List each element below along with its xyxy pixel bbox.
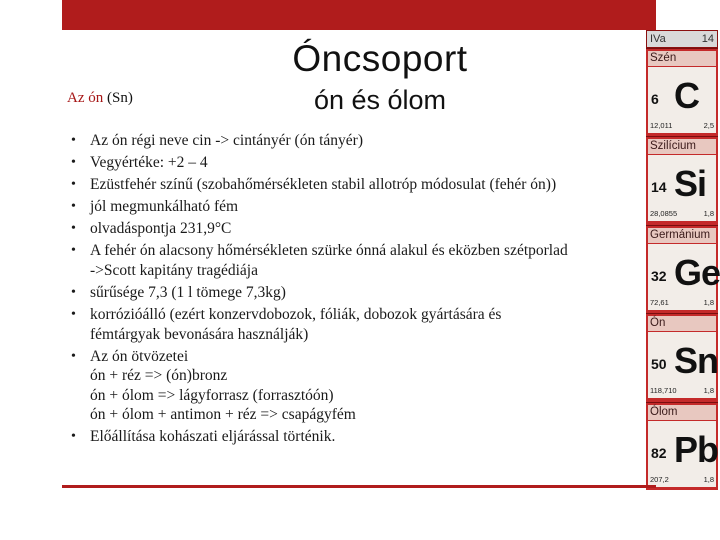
- bullet-item: [71, 197, 651, 217]
- bullet-line: • Az ón régi neve cin -> cintányér (ón tányér): [90, 132, 363, 149]
- element-number: 32: [651, 267, 667, 284]
- bullet-line: ón + ólom + antimon + réz => csapágyfém: [90, 406, 356, 424]
- element-symbol: Si: [674, 163, 707, 205]
- element-number: 14: [651, 179, 667, 196]
- element-symbol: Pb: [674, 428, 719, 470]
- element-cell: [646, 313, 718, 401]
- element-number: 6: [651, 91, 659, 107]
- bullet-line: • olvadáspontja 231,9°C: [90, 220, 232, 238]
- bullet-line: • Az ón ötvözetei: [90, 347, 189, 365]
- element-name: Szén: [648, 51, 716, 66]
- bullet-item: [71, 305, 651, 344]
- element-cell: [646, 402, 718, 490]
- bullet-item: [71, 241, 651, 280]
- element-number: 50: [651, 356, 667, 373]
- element-number: 82: [651, 444, 667, 461]
- bullet-item: [71, 175, 651, 195]
- section-label: [67, 90, 133, 107]
- element-mass: 28,0855: [650, 209, 678, 219]
- bullet-line: • korrózióálló (ezért konzervdobozok, fóliák, dobozok gyártására és: [90, 306, 502, 324]
- bullet-list: [71, 131, 651, 449]
- bullet-line: ón + ólom => lágyforrasz (forrasztóón): [90, 386, 334, 404]
- element-mass: 118,710: [650, 386, 677, 396]
- element-symbol: Ge: [674, 251, 720, 293]
- element-electronegativity: 2,5: [703, 121, 714, 130]
- bullet-line: • Ezüstfehér színű (szobahőmérsékleten stabil allotróp módosulat (fehér ón)): [90, 176, 557, 194]
- element-electronegativity: 1,8: [703, 474, 714, 484]
- element-name: Ón: [648, 316, 716, 331]
- element-mass: 72,61: [650, 297, 669, 307]
- slide-subtitle: ón és ólom: [313, 85, 447, 115]
- bullet-line: • Előállítása kohászati eljárással történik.: [90, 428, 336, 446]
- group-label: IVa: [650, 33, 666, 45]
- element-name: Szilícium: [648, 139, 716, 154]
- element-electronegativity: 1,8: [703, 297, 714, 307]
- section-label-element: Az ón: [67, 90, 104, 106]
- element-electronegativity: 1,8: [703, 386, 714, 396]
- bullet-line: • A fehér ón alacsony hőmérsékleten szürke ónná alakul és eközben szétporlad: [90, 242, 568, 260]
- element-mass: 207,2: [650, 474, 669, 484]
- bullet-item: [71, 219, 651, 239]
- bullet-item: [71, 427, 651, 447]
- bullet-line: • Vegyértéke: +2 – 4: [90, 154, 208, 172]
- element-name: Germánium: [648, 228, 716, 243]
- bullet-line: • sűrűsége 7,3 (1 l tömege 7,3kg): [90, 284, 286, 302]
- element-cell: [646, 136, 718, 224]
- bullet-item: [71, 347, 651, 425]
- bullet-line: ->Scott kapitány tragédiája: [90, 261, 258, 279]
- element-mass: 12,011: [650, 121, 673, 130]
- bottom-rule: [62, 485, 656, 488]
- group-number: 14: [701, 33, 714, 45]
- element-symbol: C: [674, 75, 699, 116]
- bullet-item: [71, 283, 651, 303]
- element-cell: [646, 225, 718, 313]
- bullet-line: fémtárgyak bevonására használják): [90, 325, 309, 343]
- bullet-item: [71, 131, 651, 151]
- periodic-table-strip: [646, 30, 718, 490]
- element-name: Ólom: [648, 405, 716, 420]
- top-accent-bar: [62, 0, 656, 30]
- bullet-item: [71, 153, 651, 173]
- bullet-line: ón + réz => (ón)bronz: [90, 367, 228, 385]
- element-symbol: Sn: [674, 340, 719, 382]
- slide-title: Óncsoport: [292, 38, 468, 79]
- element-cell: [646, 48, 718, 136]
- element-electronegativity: 1,8: [703, 209, 714, 219]
- bullet-line: • jól megmunkálható fém: [90, 198, 239, 216]
- group-header: [646, 30, 718, 48]
- section-label-symbol: (Sn): [107, 90, 133, 106]
